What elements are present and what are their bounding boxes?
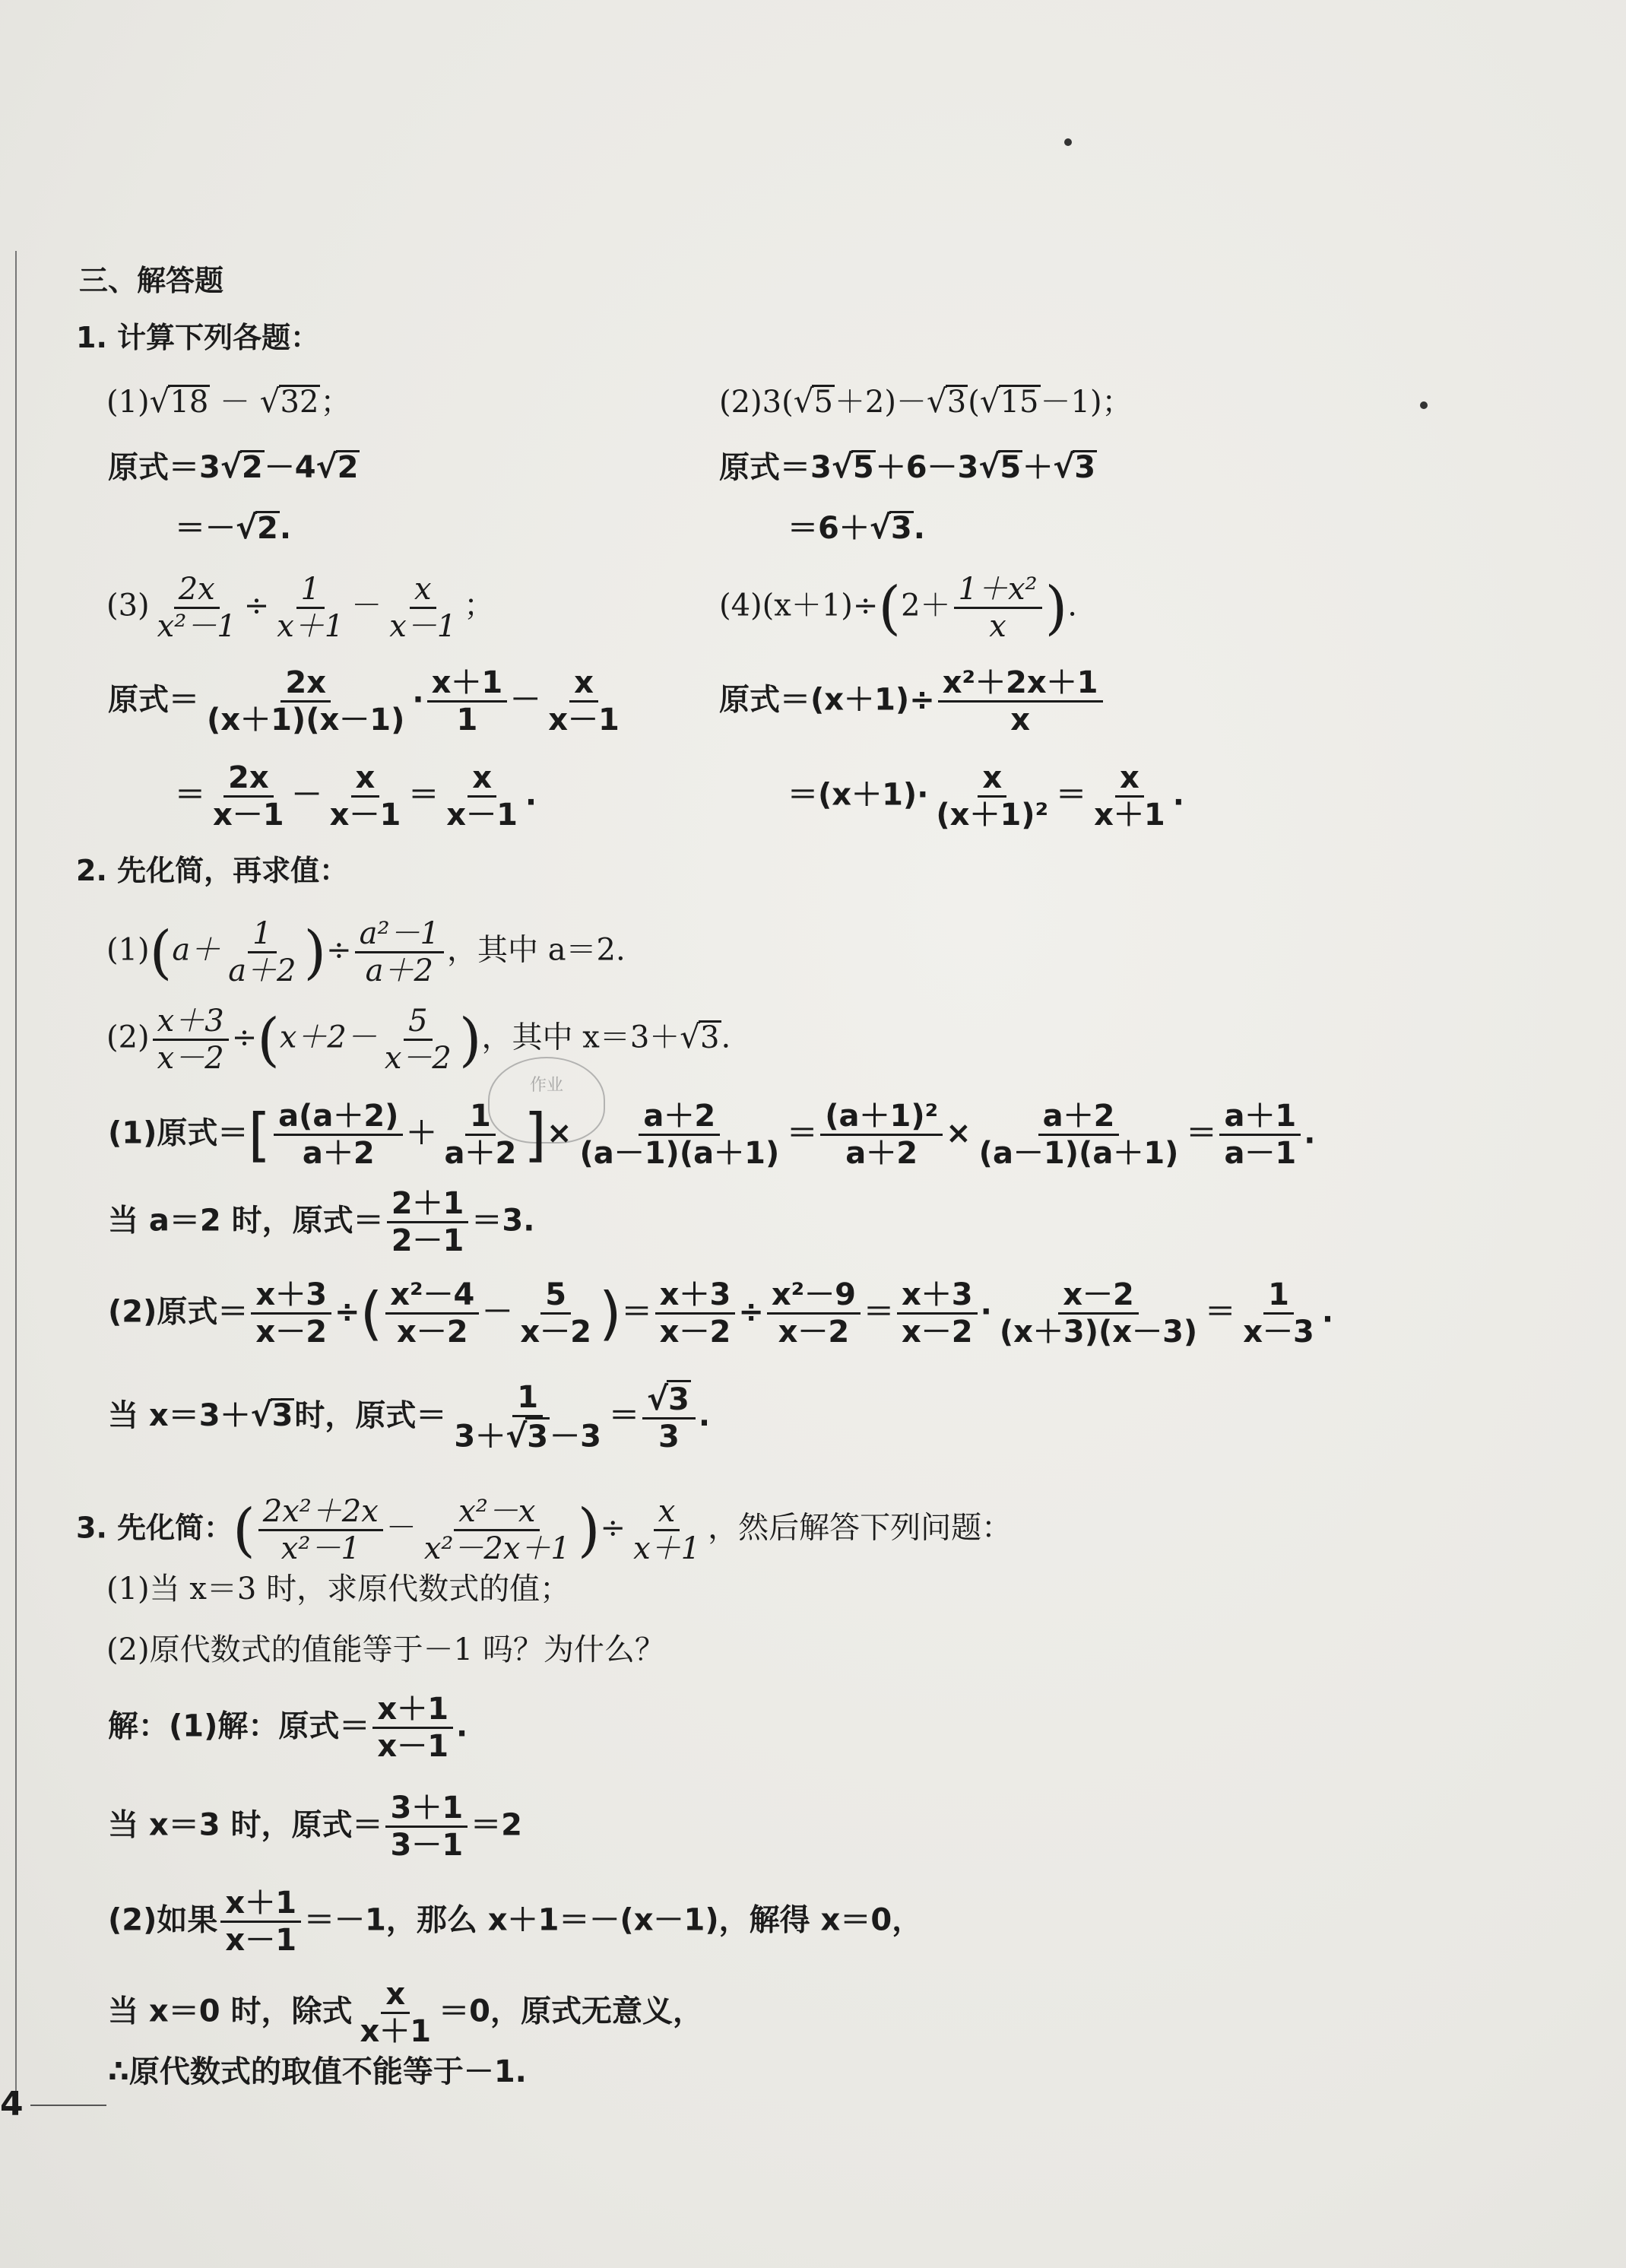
section-title: 三、解答题: [79, 264, 224, 297]
q3-sub2: (2)原代数式的值能等于－1 吗？为什么？: [106, 1632, 665, 1667]
footer-rule: [30, 2105, 106, 2106]
q1-part1: (1) √ 18 － √ 32 ；: [106, 382, 351, 420]
label: (1): [106, 385, 150, 420]
q2-solution-2: 当 a＝2 时，原式＝ $\frac{2+1}{2-1}$ ＝3.: [108, 1186, 535, 1258]
q1-part4-step2: ＝(x＋1)· $\frac{x}{\text{(x＋1)²}}$ ＝ $\frac{x}{x+1}$ .: [788, 760, 1184, 833]
q2-part1: (1)(a＋ $\frac{1}{a+2}$ )÷ $\frac{\text{a²－1}}{a+2}$ ，其中 a＝2.: [106, 916, 626, 988]
q2-part2: (2) $\frac{x+3}{x-2}$ ÷(x＋2－ $\frac{5}{x-2}$ )，其中 x＝3＋ √ 3 .: [106, 1004, 731, 1076]
q3-answer-5: ∴原代数式的取值不能等于－1.: [108, 2054, 527, 2089]
q3-answer-3: (2)如果 $\frac{x+1}{x-1}$ ＝－1，那么 x＋1＝－(x－1)，解得 x＝0，: [108, 1886, 923, 1958]
q1-part4-step1: 原式＝(x＋1)÷ $\frac{\text{x²＋2x＋1}}{x}$: [719, 665, 1106, 737]
q1-part3-step1: 原式＝ $\frac{2x}{(x+1)(x-1)}$ · $\frac{x+1}{1}$ － $\frac{x}{x-1}$: [108, 665, 620, 737]
q1-part4: (4)(x＋1)÷(2＋ $\frac{\text{1＋x²}}{x}$ ).: [719, 572, 1077, 644]
q2-solution-1: (1)原式＝[ $\frac{a(a+2)}{a+2}$ ＋ $\frac{1}{a+2}$ ]× $\frac{a+2}{(a-1)(a+1)}$ ＝ $\frac{\text{(a＋1)²}}{a+2}$ × $\frac{a+2}{(a-1)(a+1)}$ ＝ $\frac{a+1}{a-1}$ .: [108, 1099, 1316, 1171]
question-3-prompt: 3. 先化简：( $\frac{\text{2x²＋2x}}{\text{x²－1}}$ － $\frac{\text{x²－x}}{\text{x²－2x＋1}}$ )÷ $\frac{x}{x+1}$ ，然后解答下列问题：: [76, 1494, 1013, 1566]
margin-line: [15, 251, 17, 2091]
question-1-prompt: 1. 计算下列各题：: [76, 321, 320, 354]
page-number: 4: [0, 2085, 24, 2124]
sqrt: √ 32: [259, 382, 319, 420]
q2-solution-4: 当 x＝3＋ √ 3 时，原式＝ 1 3＋ √ 3 －3 ＝ √ 3 3 .: [108, 1379, 711, 1454]
q3-sub1: (1)当 x＝3 时，求原代数式的值；: [106, 1572, 571, 1607]
speck: [1420, 401, 1428, 409]
q3-answer-2: 当 x＝3 时，原式＝ $\frac{3+1}{3-1}$ ＝2: [108, 1791, 522, 1863]
q1-part3: (3) $\frac{2x}{\text{x²－1}}$ ÷ $\frac{1}{x+1}$ － $\frac{x}{x-1}$ ；: [106, 572, 495, 644]
q2-solution-3: (2)原式＝ $\frac{x+3}{x-2}$ ÷( $\frac{\text{x²－4}}{x-2}$ － $\frac{5}{x-2}$ )＝ $\frac{x+3}{x-2}$ ÷ $\frac{\text{x²－9}}{x-2}$ ＝ $\frac{x+3}{x-2}$ · $\frac{x-2}{(x+3)(x-3)}$ ＝ $\frac{1}{x-3}$ .: [108, 1277, 1334, 1350]
speck: [1064, 138, 1072, 146]
question-2-prompt: 2. 先化简，再求值：: [76, 854, 349, 887]
homework-stamp: 作业: [488, 1057, 605, 1144]
q1-part2: (2)3( √ 5 ＋2)－ √ 3 ( √ 15 －1)；: [719, 382, 1133, 420]
q1-part2-step2: ＝6＋ √ 3 .: [788, 509, 925, 546]
q1-part2-step1: 原式＝3 √ 5 ＋6－3 √ 5 ＋ √ 3: [719, 448, 1096, 485]
q1-part1-step2: ＝－ √ 2 .: [175, 509, 292, 546]
q1-part3-step2: ＝ $\frac{2x}{x-1}$ － $\frac{x}{x-1}$ ＝ $\frac{x}{x-1}$ .: [175, 760, 537, 833]
sqrt: √ 18: [149, 382, 209, 420]
q3-answer-1: 解：(1)解：原式＝ $\frac{x+1}{x-1}$ .: [108, 1692, 468, 1764]
q1-part1-step1: 原式＝3 √ 2 －4 √ 2: [108, 448, 359, 485]
q3-answer-4: 当 x＝0 时，除式 $\frac{x}{x+1}$ ＝0，原式无意义，: [108, 1977, 703, 2049]
